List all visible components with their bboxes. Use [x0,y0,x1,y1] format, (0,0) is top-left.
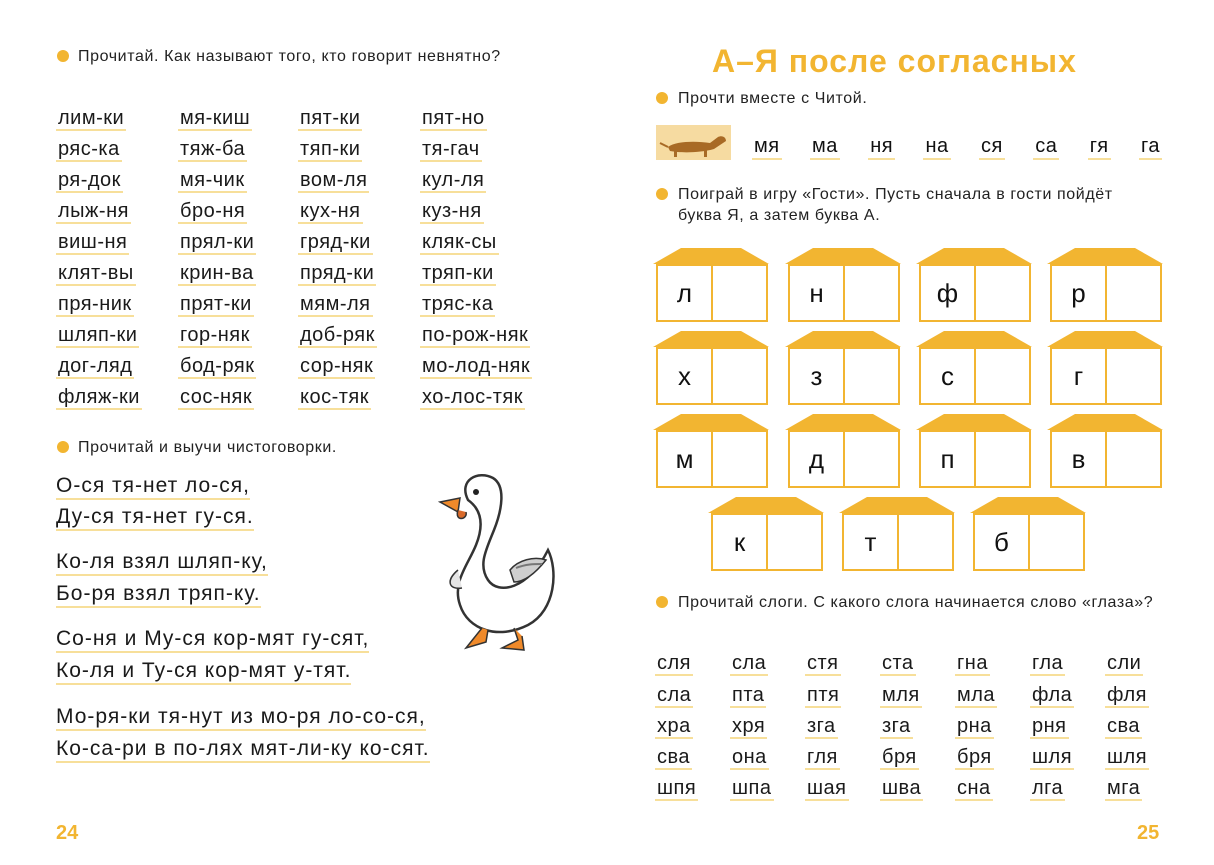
house-empty-room [974,266,1029,320]
read-syllable: ся [979,135,1005,160]
house-letter: х [678,360,691,391]
grid-syllable: сла [657,684,692,706]
house-letter: р [1071,277,1086,308]
read-syllable: мя [752,135,782,160]
syllable-word: кос-тяк [300,386,369,408]
house-roof [916,248,1032,264]
grid-syllable: рня [1032,715,1067,737]
house-empty-room [1105,432,1160,486]
syllable-word: прят-ки [180,293,252,315]
read-syllable: ня [868,135,895,160]
poem-line: Ко-са-ри в по-лях мят-ли-ку ко-сят. [56,737,430,763]
goose-illustration [438,470,560,656]
house [916,414,1032,486]
house-roof [785,248,901,264]
grid-syllable: она [732,746,767,768]
grid-syllable: лга [1032,777,1064,799]
syllable-word: клят-вы [58,262,134,284]
syllable-word: шляп-ки [58,324,138,346]
house-rooms [919,264,1031,322]
poem-line: Ко-ля и Ту-ся кор-мят у-тят. [56,659,351,685]
syllable-word: лыж-ня [58,200,129,222]
syllable-word: доб-ряк [300,324,375,346]
task2-instruction-right: Поиграй в игру «Гости». Пусть сначала в гости пойдёт буква Я, а затем буква А. [678,186,1113,224]
grid-syllable: сля [657,652,691,674]
house-letter: с [941,360,954,391]
poem-line: О-ся тя-нет ло-ся, [56,474,250,500]
grid-syllable: сли [1107,652,1142,674]
house-rooms [1050,430,1162,488]
syllable-word: сос-няк [180,386,253,408]
house [653,414,769,486]
poem-line: Мо-ря-ки тя-нут из мо-ря ло-со-ся, [56,705,426,731]
grid-syllable: шая [807,777,847,799]
syllable-word: ряс-ка [58,138,120,160]
syllable-word: дог-ляд [58,355,133,377]
house-empty-room [843,432,898,486]
house-roof [785,414,901,430]
task3-instruction: Прочитай слоги. С какого слога начинается слово «глаза»? [678,594,1154,611]
house-empty-room [711,349,766,403]
grid-syllable: зга [882,715,911,737]
house-empty-room [1028,515,1083,569]
house-letter: г [1073,360,1084,391]
grid-syllable: шля [1107,746,1148,768]
grid-syllable: гла [1032,652,1064,674]
house-roof [653,331,769,347]
bullet-icon [656,92,668,104]
house-empty-room [843,266,898,320]
grid-syllable: бря [957,746,992,768]
house-rooms [788,264,900,322]
syllable-word: фляж-ки [58,386,140,408]
house-letter: к [733,526,746,557]
house-letter: л [676,277,693,308]
house-letter: з [810,360,823,391]
house-letter: ф [936,277,959,308]
house-empty-room [711,432,766,486]
house-roof [970,497,1086,513]
poem-line: Со-ня и Му-ся кор-мят гу-сят, [56,627,369,653]
syllable-word: пят-но [422,107,485,129]
grid-syllable: гна [957,652,988,674]
syllable-word: тяж-ба [180,138,246,160]
grid-syllable: зга [807,715,836,737]
house-roof [653,248,769,264]
read-syllable: ма [810,135,840,160]
house-rooms [973,513,1085,571]
task1-instruction: Прочитай. Как называют того, кто говорит невнятно? [78,48,501,65]
house-roof [708,497,824,513]
bullet-icon [57,441,69,453]
grid-syllable: сна [957,777,991,799]
grid-syllable: шва [882,777,922,799]
house-letter: д [808,443,825,474]
house-letter: в [1071,443,1086,474]
house-roof [839,497,955,513]
bullet-icon [656,596,668,608]
grid-syllable: гля [807,746,838,768]
task2-instruction: Прочитай и выучи чистоговорки. [78,439,337,456]
page-number-right: 25 [1137,822,1160,844]
syllable-word: вом-ля [300,169,368,191]
read-syllable: са [1033,135,1059,160]
syllable-word: тя-гач [422,138,480,160]
grid-syllable: мга [1107,777,1141,799]
house [839,497,955,569]
syllable-word: сор-няк [300,355,374,377]
grid-syllable: шпа [732,777,772,799]
read-syllable: на [923,135,950,160]
grid-syllable: бря [882,746,917,768]
house-letter: т [864,526,877,557]
syllable-word: мо-лод-няк [422,355,531,377]
house-rooms [919,430,1031,488]
syllable-word: ря-док [58,169,121,191]
house [653,248,769,320]
house-rooms [788,347,900,405]
syllable-word: тряп-ки [422,262,494,284]
house [785,248,901,320]
poem-line: Ду-ся тя-нет гу-ся. [56,505,254,531]
house-rooms [919,347,1031,405]
house-rooms [711,513,823,571]
house [708,497,824,569]
syllable-word: пря-ник [58,293,132,315]
syllable-word: прял-ки [180,231,255,253]
syllable-word: тяп-ки [300,138,361,160]
house [1047,331,1163,403]
house-rooms [656,430,768,488]
house [1047,414,1163,486]
house [653,331,769,403]
page-number-left: 24 [56,822,79,844]
house [785,331,901,403]
syllable-word: пят-ки [300,107,361,129]
grid-syllable: шпя [657,777,697,799]
page-title: А–Я после согласных [712,43,1077,79]
poem-line: Бо-ря взял тряп-ку. [56,582,261,608]
syllable-word: кляк-сы [422,231,497,253]
house-roof [916,414,1032,430]
syllable-word: по-рож-няк [422,324,529,346]
syllable-word: мя-киш [180,107,251,129]
grid-syllable: мла [957,684,996,706]
read-syllable: га [1139,135,1162,160]
syllable-word: бод-ряк [180,355,255,377]
poem-line: Ко-ля взял шляп-ку, [56,550,268,576]
bullet-icon [57,50,69,62]
house-roof [785,331,901,347]
syllable-word: гряд-ки [300,231,371,253]
house-roof [1047,248,1163,264]
house-letter: м [675,443,694,474]
syllable-word: пряд-ки [300,262,375,284]
house-rooms [656,264,768,322]
syllable-word: мям-ля [300,293,371,315]
house-rooms [1050,264,1162,322]
house-letter: п [940,443,955,474]
house-rooms [1050,347,1162,405]
house-roof [1047,331,1163,347]
syllable-word: мя-чик [180,169,245,191]
grid-syllable: птя [807,684,840,706]
syllable-word: лим-ки [58,107,125,129]
syllable-word: тряс-ка [422,293,494,315]
house-rooms [788,430,900,488]
syllable-word: кух-ня [300,200,361,222]
grid-syllable: фля [1107,684,1148,706]
house-empty-room [1105,349,1160,403]
house [970,497,1086,569]
grid-syllable: хра [657,715,691,737]
house-letter: б [994,526,1009,557]
house-empty-room [974,349,1029,403]
house-roof [653,414,769,430]
house-roof [916,331,1032,347]
house-empty-room [974,432,1029,486]
grid-syllable: сва [657,746,691,768]
house-rooms [842,513,954,571]
house [916,248,1032,320]
syllable-word: куз-ня [422,200,482,222]
grid-syllable: шля [1032,746,1073,768]
read-syllables [752,135,1162,160]
house [785,414,901,486]
read-syllable: гя [1088,135,1111,160]
house-empty-room [1105,266,1160,320]
house-roof [1047,414,1163,430]
grid-syllable: фла [1032,684,1073,706]
house-empty-room [897,515,952,569]
house-empty-room [711,266,766,320]
grid-syllable: сва [1107,715,1141,737]
dog-illustration [656,125,731,160]
syllable-word: бро-ня [180,200,246,222]
house [916,331,1032,403]
task1-instruction-right: Прочти вместе с Читой. [678,90,868,107]
syllable-word: виш-ня [58,231,128,253]
bullet-icon [656,188,668,200]
house [1047,248,1163,320]
syllable-word: хо-лос-тяк [422,386,523,408]
grid-syllable: сла [732,652,767,674]
grid-syllable: ста [882,652,914,674]
grid-syllable: мля [882,684,920,706]
grid-syllable: хря [732,715,766,737]
house-rooms [656,347,768,405]
syllable-word: гор-няк [180,324,250,346]
syllable-word: кул-ля [422,169,485,191]
syllable-word: крин-ва [180,262,254,284]
house-empty-room [766,515,821,569]
grid-syllable: рна [957,715,992,737]
house-empty-room [843,349,898,403]
house-letter: н [809,277,824,308]
grid-syllable: стя [807,652,839,674]
grid-syllable: пта [732,684,765,706]
